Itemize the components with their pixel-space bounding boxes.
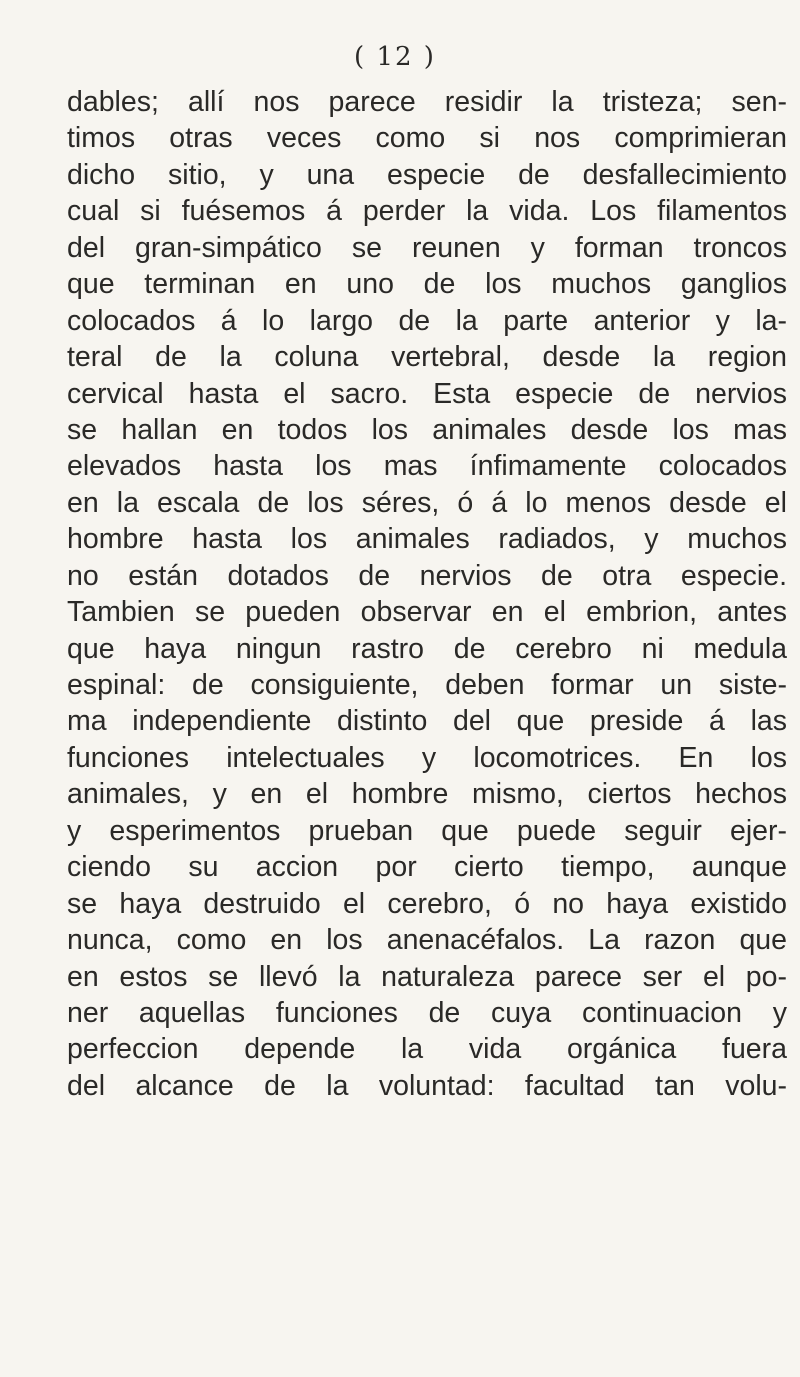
text-line: del gran-simpático se reunen y forman troncos <box>67 231 787 264</box>
text-line: hombre hasta los animales radiados, y muchos <box>67 523 787 556</box>
text-line: timos otras veces como si nos comprimieran <box>67 122 787 155</box>
text-line: ner aquellas funciones de cuya continuacion y <box>67 996 787 1029</box>
text-line: en estos se llevó la naturaleza parece ser el po- <box>67 960 787 993</box>
text-line: animales, y en el hombre mismo, ciertos hechos <box>67 778 787 811</box>
text-line: cual si fuésemos á perder la vida. Los filamentos <box>67 195 787 228</box>
text-line: del alcance de la voluntad: facultad tan volu- <box>67 1069 787 1102</box>
text-line: perfeccion depende la vida orgánica fuera <box>67 1033 787 1066</box>
text-line: elevados hasta los mas ínfimamente colocados <box>67 450 787 483</box>
text-line: colocados á lo largo de la parte anterior y la- <box>67 304 787 337</box>
page-number: ( 12 ) <box>354 42 436 72</box>
text-line: se haya destruido el cerebro, ó no haya existido <box>67 887 787 920</box>
text-line: ma independiente distinto del que preside á las <box>67 705 787 738</box>
text-line: espinal: de consiguiente, deben formar un siste- <box>67 669 787 701</box>
text-line: Tambien se pueden observar en el embrion, antes <box>67 596 787 629</box>
text-line: no están dotados de nervios de otra especie. <box>67 559 787 592</box>
text-line: dicho sitio, y una especie de desfallecimiento <box>67 158 787 191</box>
text-line: nunca, como en los anenacéfalos. La razon que <box>67 924 787 957</box>
text-line: ciendo su accion por cierto tiempo, aunque <box>67 851 787 884</box>
text-line: en la escala de los séres, ó á lo menos desde el <box>67 486 787 519</box>
text-line: funciones intelectuales y locomotrices. En los <box>67 741 787 774</box>
text-line: y esperimentos prueban que puede seguir ejer- <box>67 814 787 847</box>
text-line: que haya ningun rastro de cerebro ni medula <box>67 632 787 665</box>
text-line: dables; allí nos parece residir la tristeza; sen- <box>67 86 787 118</box>
text-line: se hallan en todos los animales desde los mas <box>67 413 787 446</box>
text-line: teral de la coluna vertebral, desde la region <box>67 341 787 374</box>
text-line: que terminan en uno de los muchos ganglios <box>67 268 787 301</box>
text-line: cervical hasta el sacro. Esta especie de nervios <box>67 377 787 410</box>
body-text <box>67 84 787 1104</box>
